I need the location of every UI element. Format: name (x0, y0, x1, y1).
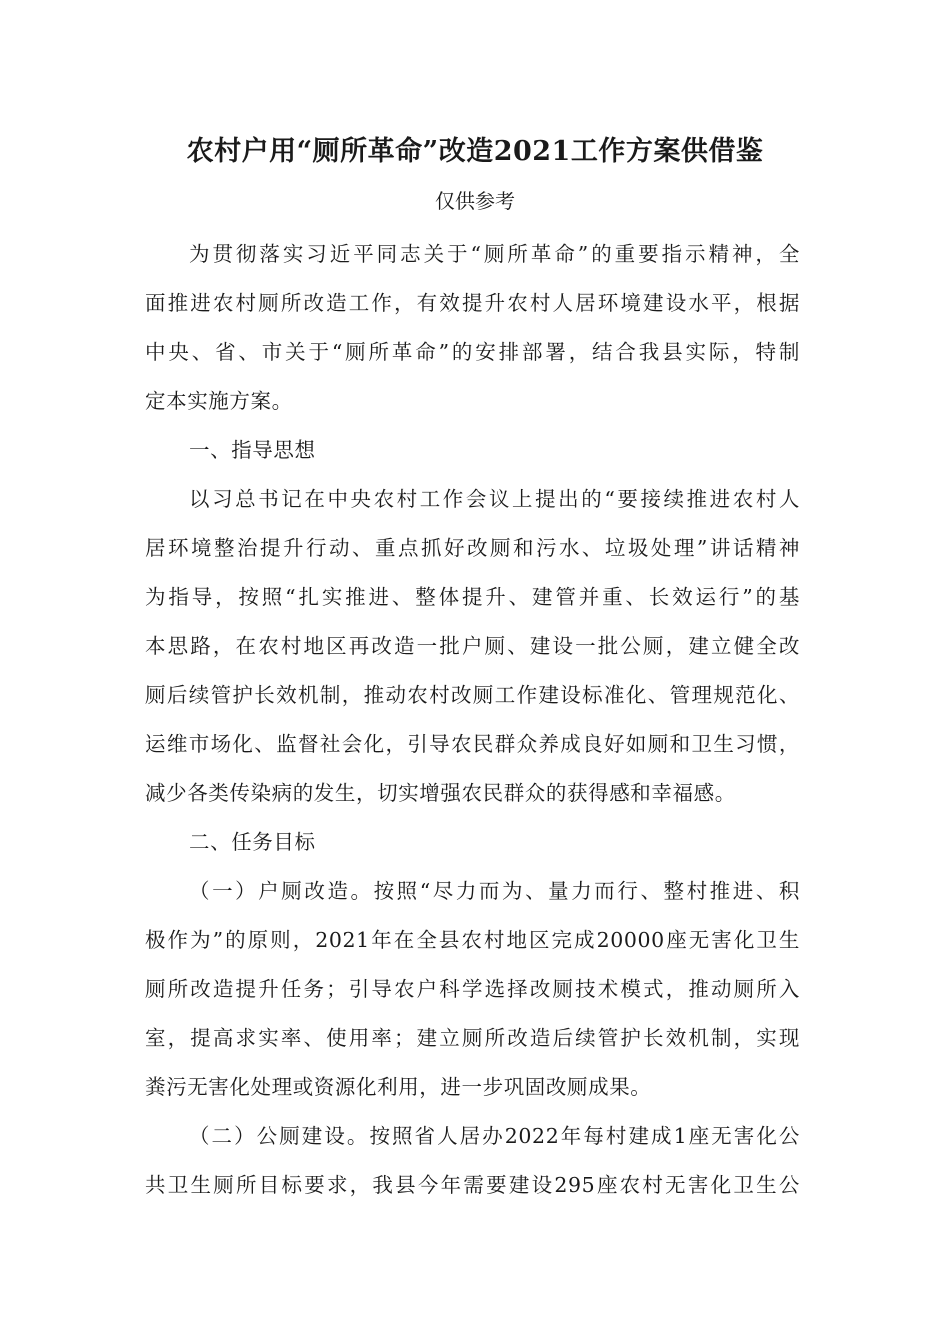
body-text-line: 一、指导思想 (189, 438, 316, 462)
body-text-line: 共卫生厕所目标要求，我县今年需要建设295座农村无害化卫生公 (145, 1173, 800, 1197)
document-title: 农村户用“厕所革命”改造2021工作方案供借鉴 (186, 136, 764, 167)
body-text-line: 厕后续管护长效机制，推动农村改厕工作建设标准化、管理规范化、 (145, 683, 800, 707)
body-text-line: 减少各类传染病的发生，切实增强农民群众的获得感和幸福感。 (145, 781, 736, 805)
body-text-line: 极作为”的原则，2021年在全县农村地区完成20000座无害化卫生 (145, 928, 800, 952)
body-text-line: 面推进农村厕所改造工作，有效提升农村人居环境建设水平，根据 (145, 291, 800, 315)
body-text-line: 中央、省、市关于“厕所革命”的安排部署，结合我县实际，特制 (145, 340, 800, 364)
body-text-line: 为指导，按照“扎实推进、整体提升、建管并重、长效运行”的基 (145, 585, 800, 609)
body-text-line: 二、任务目标 (189, 830, 316, 854)
body-text-line: 运维市场化、监督社会化，引导农民群众养成良好如厕和卫生习惯， (145, 732, 800, 756)
body-text-line: 以习总书记在中央农村工作会议上提出的“要接续推进农村人 (189, 487, 800, 511)
body-text-line: 厕所改造提升任务；引导农户科学选择改厕技术模式，推动厕所入 (145, 977, 800, 1001)
body-text-line: 粪污无害化处理或资源化利用，进一步巩固改厕成果。 (145, 1075, 652, 1099)
document-body (145, 230, 800, 1210)
body-text-line: （一）户厕改造。按照“尽力而为、量力而行、整村推进、积 (189, 879, 800, 903)
body-text-line: 本思路，在农村地区再改造一批户厕、建设一批公厕，建立健全改 (145, 634, 800, 658)
body-text-line: 定本实施方案。 (145, 389, 293, 413)
body-text-line: 居环境整治提升行动、重点抓好改厕和污水、垃圾处理”讲话精神 (145, 536, 800, 560)
body-text-line: 室，提高求实率、使用率；建立厕所改造后续管护长效机制，实现 (145, 1026, 800, 1050)
document-subtitle: 仅供参考 (435, 189, 515, 213)
body-text-line: 为贯彻落实习近平同志关于“厕所革命”的重要指示精神，全 (189, 242, 800, 266)
body-text-line: （二）公厕建设。按照省人居办2022年每村建成1座无害化公 (189, 1124, 800, 1148)
